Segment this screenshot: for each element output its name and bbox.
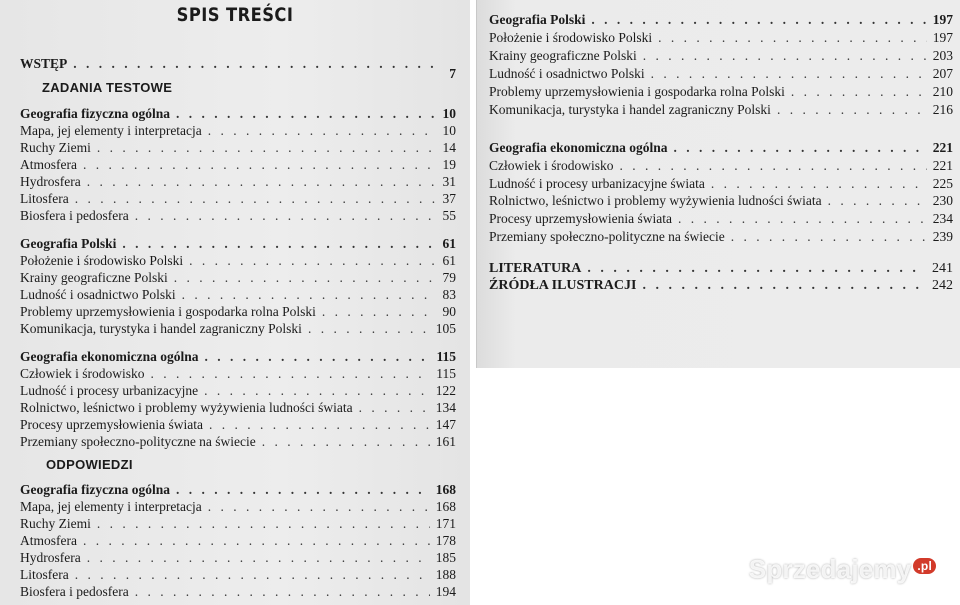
- toc-page-number: 79: [442, 270, 456, 285]
- leader-dots: [777, 102, 927, 118]
- page-title: SPIS TREŚCI: [176, 4, 294, 26]
- watermark-badge: .pl: [913, 558, 936, 574]
- leader-dots: [87, 174, 437, 190]
- toc-label: Przemiany społeczno-polityczne na świecie: [20, 434, 256, 449]
- leader-dots: [135, 208, 437, 224]
- toc-entry: [20, 349, 456, 365]
- toc-entry: [489, 158, 953, 174]
- toc-page-number: 161: [435, 434, 456, 449]
- leader-dots: [176, 482, 430, 498]
- toc-page-number: 61: [442, 253, 456, 268]
- toc-page-number: 19: [442, 157, 456, 172]
- leader-dots: [711, 176, 927, 192]
- toc-page-number: 83: [442, 287, 456, 302]
- toc-entry: [20, 584, 456, 600]
- toc-entry: [20, 482, 456, 498]
- leader-dots: [97, 140, 437, 156]
- toc-entry-literatura: [489, 261, 953, 277]
- toc-entry: [20, 533, 456, 549]
- toc-entry: [20, 157, 456, 173]
- toc-entry: [489, 193, 953, 209]
- toc-label: Mapa, jej elementy i interpretacja: [20, 499, 202, 514]
- leader-dots: [658, 30, 927, 46]
- toc-label: Procesy uprzemysłowienia świata: [20, 417, 203, 432]
- toc-label: Geografia Polski: [20, 236, 117, 251]
- leader-dots: [97, 516, 430, 532]
- toc-page-number: 171: [435, 516, 456, 531]
- toc-page-number: 197: [932, 30, 953, 45]
- toc-label: Litosfera: [20, 567, 69, 582]
- toc-entry: [489, 84, 953, 100]
- toc-page-number: 241: [932, 261, 953, 276]
- leader-dots: [209, 417, 430, 433]
- toc-label: Atmosfera: [20, 157, 77, 172]
- toc-label: Położenie i środowisko Polski: [20, 253, 184, 268]
- toc-entry: [20, 123, 456, 139]
- leader-dots: [359, 400, 430, 416]
- toc-label: Geografia Polski: [489, 12, 586, 27]
- toc-label: Geografia ekonomiczna ogólna: [489, 140, 668, 155]
- leader-dots: [208, 499, 430, 515]
- toc-entry: [20, 208, 456, 224]
- toc-page-number: 14: [442, 140, 456, 155]
- toc-page-number: 10: [442, 106, 456, 121]
- toc-page-number: 221: [932, 140, 953, 155]
- toc-label: Hydrosfera: [20, 550, 81, 565]
- toc-entry: [20, 174, 456, 190]
- toc-page-number: 207: [932, 66, 953, 81]
- toc-label: Człowiek i środowisko: [489, 158, 614, 173]
- toc-page-number: 90: [442, 304, 456, 319]
- toc-entry: [20, 287, 456, 303]
- toc-label: Procesy uprzemysłowienia świata: [489, 211, 672, 226]
- toc-page-number: 178: [435, 533, 456, 548]
- toc-label: Atmosfera: [20, 533, 77, 548]
- toc-entry: [489, 102, 953, 118]
- toc-label: Geografia fizyczna ogólna: [20, 482, 170, 497]
- leader-dots: [731, 229, 927, 245]
- toc-entry: [20, 253, 456, 269]
- toc-entry: [489, 211, 953, 227]
- toc-entry: [20, 191, 456, 207]
- toc-label: Litosfera: [20, 191, 69, 206]
- toc-page-number: 122: [435, 383, 456, 398]
- watermark-text: Sprzedajemy: [748, 554, 912, 584]
- toc-entry: [20, 550, 456, 566]
- leader-dots: [651, 66, 927, 82]
- right-page: [476, 0, 960, 368]
- toc-entry: [20, 106, 456, 122]
- toc-label: Ruchy Ziemi: [20, 516, 91, 531]
- toc-entry: [489, 140, 953, 156]
- toc-label: Mapa, jej elementy i interpretacja: [20, 123, 202, 138]
- toc-label: Ruchy Ziemi: [20, 140, 91, 155]
- leader-dots: [205, 349, 431, 365]
- toc-label: Położenie i środowisko Polski: [489, 30, 653, 45]
- leader-dots: [643, 48, 927, 64]
- toc-entry: [20, 270, 456, 286]
- toc-page-number: 185: [435, 550, 456, 565]
- toc-label: Ludność i procesy urbanizacyjne: [20, 383, 199, 398]
- leader-dots: [73, 56, 443, 72]
- leader-dots: [83, 533, 430, 549]
- toc-entry: [20, 400, 456, 416]
- leader-dots: [75, 191, 437, 207]
- watermark-logo: [749, 554, 936, 585]
- toc-label: Geografia fizyczna ogólna: [20, 106, 170, 121]
- toc-page-number: 168: [435, 499, 456, 514]
- toc-entry: [489, 48, 953, 64]
- leader-dots: [678, 211, 927, 227]
- toc-label: Krainy geograficzne Polski: [20, 270, 168, 285]
- leader-dots: [174, 270, 437, 286]
- toc-page-number: 230: [932, 193, 953, 208]
- toc-entry: [489, 176, 953, 192]
- toc-label: Rolnictwo, leśnictwo i problemy wyżywienia ludności świata: [20, 400, 353, 415]
- leader-dots: [182, 287, 437, 303]
- toc-entry: [20, 140, 456, 156]
- toc-page-number: 188: [435, 567, 456, 582]
- toc-label: Biosfera i pedosfera: [20, 584, 129, 599]
- toc-page-number: 216: [932, 102, 953, 117]
- toc-label: Ludność i procesy urbanizacyjne świata: [489, 176, 705, 191]
- toc-page-number: 37: [442, 191, 456, 206]
- leader-dots: [591, 12, 926, 28]
- leader-dots: [189, 253, 436, 269]
- toc-label: Człowiek i środowisko: [20, 366, 145, 381]
- toc-entry: [20, 383, 456, 399]
- left-page: [0, 0, 470, 605]
- toc-label: Rolnictwo, leśnictwo i problemy wyżywienia ludności świata: [489, 193, 822, 208]
- leader-dots: [828, 193, 927, 209]
- toc-label: Biosfera i pedosfera: [20, 208, 129, 223]
- toc-page-number: 134: [435, 400, 456, 415]
- leader-dots: [135, 584, 430, 600]
- toc-entry: [489, 229, 953, 245]
- leader-dots: [791, 84, 927, 100]
- toc-page-number: 55: [442, 208, 456, 223]
- toc-entry: [20, 499, 456, 515]
- toc-page-number: 234: [932, 211, 953, 226]
- toc-label: LITERATURA: [489, 261, 582, 276]
- toc-page-number: 197: [932, 12, 953, 27]
- toc-page-number: 203: [932, 48, 953, 63]
- toc-entry: [20, 321, 456, 337]
- leader-dots: [122, 236, 436, 252]
- toc-label: Krainy geograficzne Polski: [489, 48, 637, 63]
- toc-page-number: 105: [435, 321, 456, 336]
- toc-page-number: 242: [932, 278, 953, 293]
- toc-label: WSTĘP: [20, 56, 68, 71]
- leader-dots: [87, 550, 430, 566]
- toc-entry-zrodla: [489, 278, 953, 294]
- leader-dots: [262, 434, 430, 450]
- toc-entry: [20, 366, 456, 382]
- toc-label: Problemy uprzemysłowienia i gospodarka rolna Polski: [489, 84, 785, 99]
- toc-page-number: 10: [442, 123, 456, 138]
- toc-label: Komunikacja, turystyka i handel zagraniczny Polski: [489, 102, 771, 117]
- toc-label: Ludność i osadnictwo Polski: [20, 287, 176, 302]
- toc-page-number: 194: [435, 584, 456, 599]
- toc-label: Ludność i osadnictwo Polski: [489, 66, 645, 81]
- toc-entry: [20, 516, 456, 532]
- toc-label: Komunikacja, turystyka i handel zagraniczny Polski: [20, 321, 302, 336]
- toc-entry-wstep: [20, 56, 456, 81]
- toc-label: Problemy uprzemysłowienia i gospodarka rolna Polski: [20, 304, 316, 319]
- toc-page-number: 225: [932, 176, 953, 191]
- toc-entry: [489, 12, 953, 28]
- toc-page-number: 239: [932, 229, 953, 244]
- leader-dots: [83, 157, 437, 173]
- toc-entry: [489, 66, 953, 82]
- toc-label: Hydrosfera: [20, 174, 81, 189]
- toc-page-number: 7: [449, 66, 456, 81]
- leader-dots: [587, 261, 926, 277]
- toc-page-number: 210: [932, 84, 953, 99]
- toc-entry: [20, 434, 456, 450]
- leader-dots: [642, 278, 926, 294]
- toc-page-number: 168: [435, 482, 456, 497]
- section-heading-odpowiedzi: ODPOWIEDZI: [46, 457, 133, 472]
- toc-label: Geografia ekonomiczna ogólna: [20, 349, 199, 364]
- toc-label: Przemiany społeczno-polityczne na świecie: [489, 229, 725, 244]
- toc-page-number: 31: [442, 174, 456, 189]
- section-heading-zadania: ZADANIA TESTOWE: [42, 80, 173, 95]
- toc-page-number: 115: [436, 366, 456, 381]
- toc-label: ŹRÓDŁA ILUSTRACJI: [489, 278, 637, 293]
- toc-page-number: 221: [932, 158, 953, 173]
- toc-entry: [20, 567, 456, 583]
- toc-entry: [20, 304, 456, 320]
- leader-dots: [308, 321, 430, 337]
- leader-dots: [674, 140, 927, 156]
- leader-dots: [176, 106, 437, 122]
- toc-page-number: 115: [436, 349, 456, 364]
- toc-page-number: 61: [442, 236, 456, 251]
- leader-dots: [322, 304, 437, 320]
- leader-dots: [75, 567, 430, 583]
- toc-entry: [20, 417, 456, 433]
- leader-dots: [204, 383, 430, 399]
- toc-entry: [20, 236, 456, 252]
- toc-entry: [489, 30, 953, 46]
- leader-dots: [208, 123, 437, 139]
- toc-page-number: 147: [435, 417, 456, 432]
- leader-dots: [151, 366, 431, 382]
- leader-dots: [620, 158, 927, 174]
